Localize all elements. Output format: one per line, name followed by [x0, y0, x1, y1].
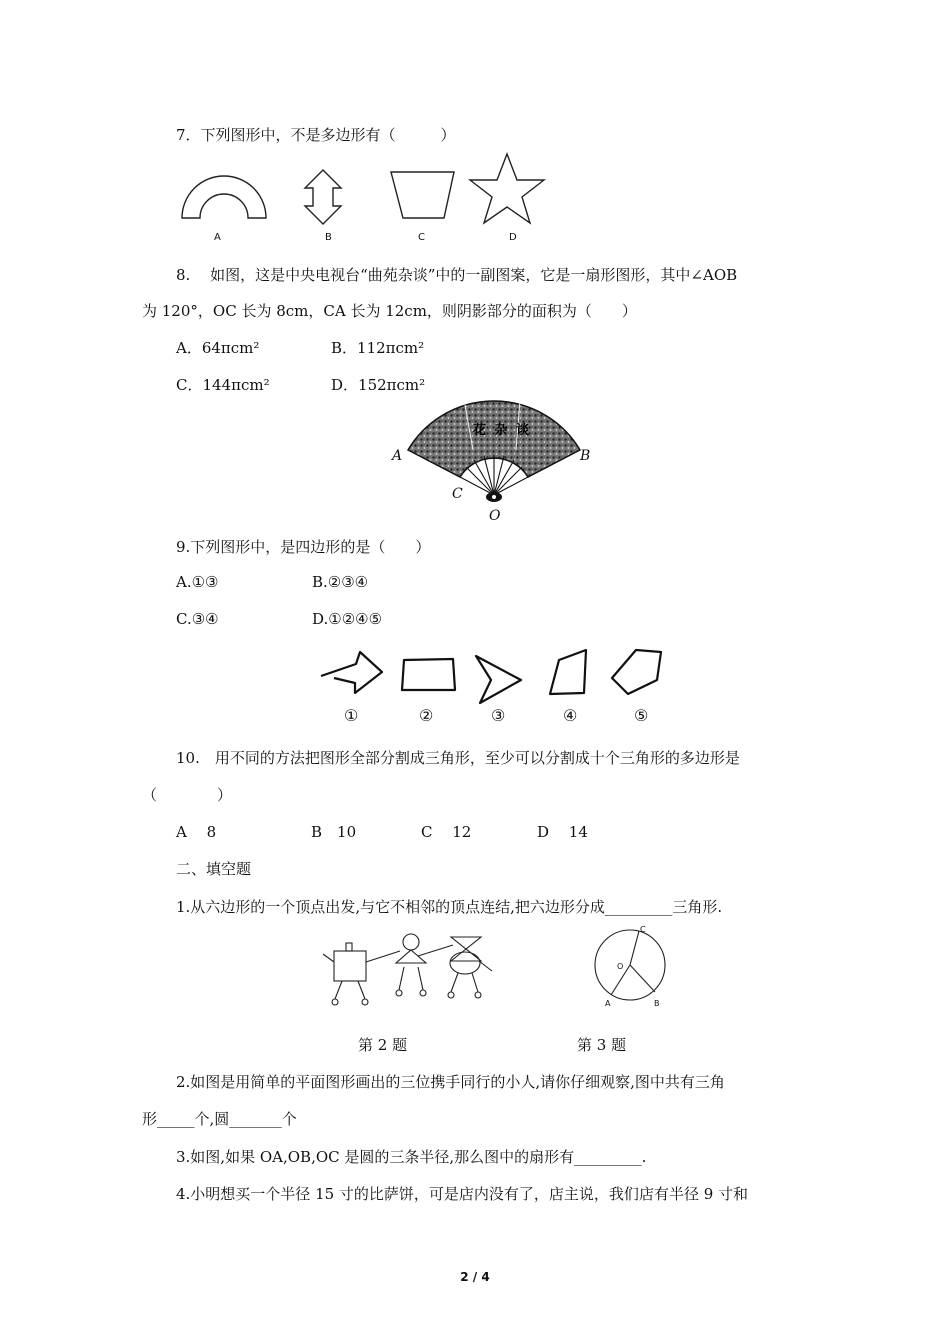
circle-label-a: A: [605, 999, 611, 1008]
fan-label-o: O: [489, 508, 501, 524]
label-a: A: [214, 232, 221, 243]
q9-stem: 9.下列图形中，是四边形的是（ ）: [176, 538, 431, 556]
fan-calligraphy: 花 杂 谈: [473, 423, 532, 438]
fan-label-c: C: [452, 486, 463, 502]
q10-option-c: C 12: [421, 823, 472, 841]
q9-option-d: D.①②④⑤: [312, 610, 383, 628]
label-d: D: [509, 232, 517, 243]
q9-option-a: A.①③: [176, 573, 219, 591]
shape-label-3: ③: [491, 706, 506, 725]
q9-option-c: C.③④: [176, 610, 219, 628]
circle-label-c: C: [640, 925, 646, 934]
q9-option-b: B.②③④: [312, 573, 369, 591]
fill-q2-line1: 2.如图是用简单的平面图形画出的三位携手同行的小人,请你仔细观察,图中共有三角: [176, 1073, 725, 1091]
q8-option-c: C．144πcm²: [176, 376, 270, 394]
fill-q3: 3.如图,如果 OA,OB,OC 是圆的三条半径,那么图中的扇形有_________.: [176, 1148, 647, 1166]
shape-label-2: ②: [419, 706, 434, 725]
circle-label-o: O: [617, 962, 624, 971]
q8-option-d: D．152πcm²: [331, 376, 426, 394]
q8-option-b: B．112πcm²: [331, 339, 425, 357]
q8-stem-line1: 8. 如图，这是中央电视台“曲苑杂谈”中的一副图案，它是一扇形图形，其中∠AOB: [176, 266, 738, 284]
q7-stem: 7．下列图形中，不是多边形有（ ）: [176, 126, 456, 144]
caption-figure-2: 第 2 题: [358, 1036, 408, 1054]
shape-label-4: ④: [563, 706, 578, 725]
circle-label-b: B: [654, 999, 660, 1008]
fill-q2-line2: 形_____个,圆_______个: [142, 1110, 297, 1128]
fan-label-b: B: [580, 448, 591, 464]
fill-q4-line1: 4.小明想买一个半径 15 寸的比萨饼，可是店内没有了，店主说，我们店有半径 9 寸和: [176, 1185, 749, 1203]
q10-stem-line2: （ ）: [142, 786, 233, 804]
q10-option-a: A 8: [176, 823, 217, 841]
q8-option-a: A．64πcm²: [176, 339, 260, 357]
q10-option-d: D 14: [537, 823, 588, 841]
page-number: 2 / 4: [460, 1270, 490, 1284]
fan-label-a: A: [392, 448, 403, 464]
shape-label-1: ①: [344, 706, 359, 725]
caption-figure-3: 第 3 题: [577, 1036, 627, 1054]
label-c: C: [418, 232, 425, 243]
q10-option-b: B 10: [311, 823, 357, 841]
q8-stem-line2: 为 120°，OC 长为 8cm，CA 长为 12cm，则阴影部分的面积为（ ）: [142, 302, 637, 320]
label-b: B: [325, 232, 332, 243]
shape-label-5: ⑤: [634, 706, 649, 725]
fill-q1: 1.从六边形的一个顶点出发,与它不相邻的顶点连结,把六边形分成_________三角形.: [176, 898, 723, 916]
q10-stem-line1: 10. 用不同的方法把图形全部分割成三角形，至少可以分割成十个三角形的多边形是: [176, 749, 740, 767]
section-title: 二、填空题: [176, 860, 252, 878]
